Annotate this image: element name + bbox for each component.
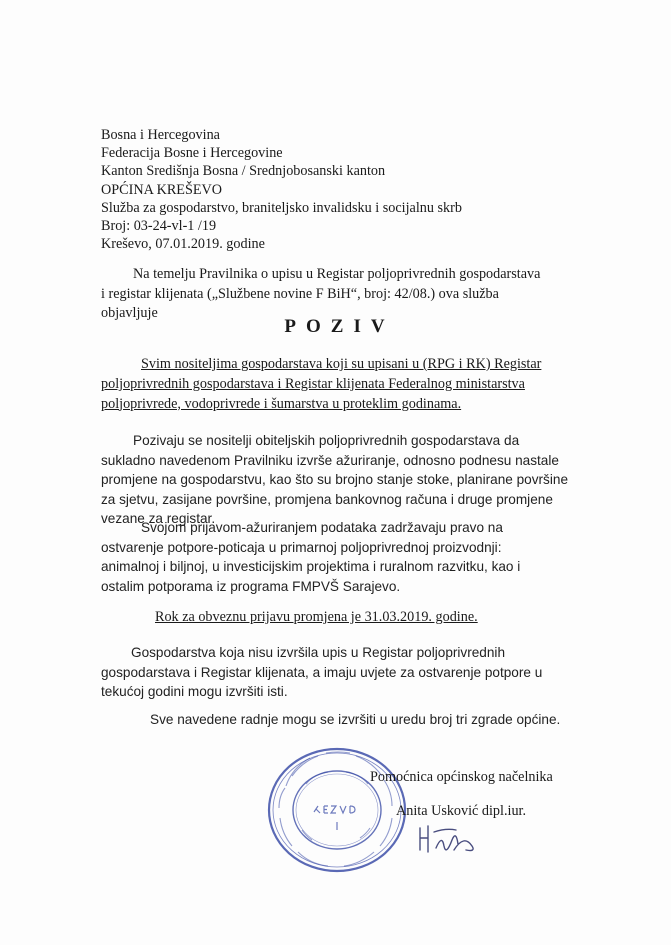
intro-line: objavljuje — [101, 305, 158, 321]
header-place-date: Kreševo, 07.01.2019. godine — [101, 236, 265, 253]
paragraph-line: ostvarenje potpore-poticaja u primarnoj poljoprivrednoj proizvodnji: — [101, 539, 502, 555]
paragraph-office-location: Sve navedene radnje mogu se izvršiti u uredu broj tri zgrade općine. — [150, 712, 561, 727]
document-header — [101, 126, 462, 253]
paragraph-line: tekućoj godini mogu izvršiti isti. — [101, 684, 288, 700]
paragraph-line: promjene na gospodarstvu, kao što su brojno stanje stoke, planirane površine — [101, 472, 568, 488]
paragraph-line: sukladno navedenom Pravilniku izvrše ažuriranje, odnosno podnesu nastale — [101, 452, 559, 468]
paragraph-new-registration — [101, 643, 581, 702]
document-title: POZIV — [284, 316, 395, 337]
intro-line: i registar klijenata („Službene novine F BiH“, broj: 42/08.) ova služba — [101, 285, 499, 302]
header-reference-number: Broj: 03-24-vl-1 /19 — [101, 218, 217, 235]
paragraph-line: Svojom prijavom-ažuriranjem podataka zadržavaju pravo na — [141, 520, 503, 535]
call-line: Svim nositeljima gospodarstava koji su upisani u (RPG i RK) Registar — [141, 356, 542, 372]
handwritten-signature — [414, 818, 484, 862]
call-statement — [101, 355, 571, 414]
paragraph-line: vezane za registar. — [101, 511, 216, 527]
paragraph-line: Gospodarstva koja nisu izvršila upis u Registar poljoprivrednih — [131, 645, 506, 660]
call-line: poljoprivrednih gospodarstava i Registar klijenata Federalnog ministarstva — [101, 375, 525, 392]
header-federation: Federacija Bosne i Hercegovine — [101, 145, 283, 162]
header-service: Služba za gospodarstvo, braniteljsko invalidsku i socijalnu skrb — [101, 199, 462, 216]
deadline-notice: Rok za obveznu prijavu promjena je 31.03.2019. godine. — [155, 609, 478, 625]
signatory-name: Anita Usković dipl.iur. — [396, 803, 527, 819]
paragraph-update-request — [101, 431, 571, 529]
header-municipality: OPĆINA KREŠEVO — [101, 181, 223, 198]
official-stamp — [266, 746, 408, 874]
paragraph-line: Pozivaju se nositelji obiteljskih poljoprivrednih gospodarstava da — [133, 433, 520, 448]
paragraph-line: gospodarstava i Registar klijenata, a imaju uvjete za ostvarenje potpore u — [101, 664, 543, 680]
paragraph-line: za sjetvu, zasijane površine, promjena bankovnog računa i druge promjene — [101, 491, 553, 507]
signatory-title: Pomoćnica općinskog načelnika — [370, 769, 553, 785]
paragraph-subsidy-rights — [101, 518, 571, 596]
paragraph-line: animalnoj i biljnoj, u investicijskim projektima i ruralnom razvitku, kao i — [101, 559, 521, 575]
paragraph-line: ostalim potporama iz programa FMPVŠ Sarajevo. — [101, 578, 401, 594]
intro-paragraph — [101, 265, 571, 324]
intro-line: Na temelju Pravilnika o upisu u Registar poljoprivrednih gospodarstava — [133, 266, 541, 282]
call-line: poljoprivrede, vodoprivrede i šumarstva u proteklim godinama. — [101, 395, 462, 412]
header-canton: Kanton Središnja Bosna / Srednjobosanski kanton — [101, 163, 386, 180]
header-country: Bosna i Hercegovina — [101, 127, 220, 143]
